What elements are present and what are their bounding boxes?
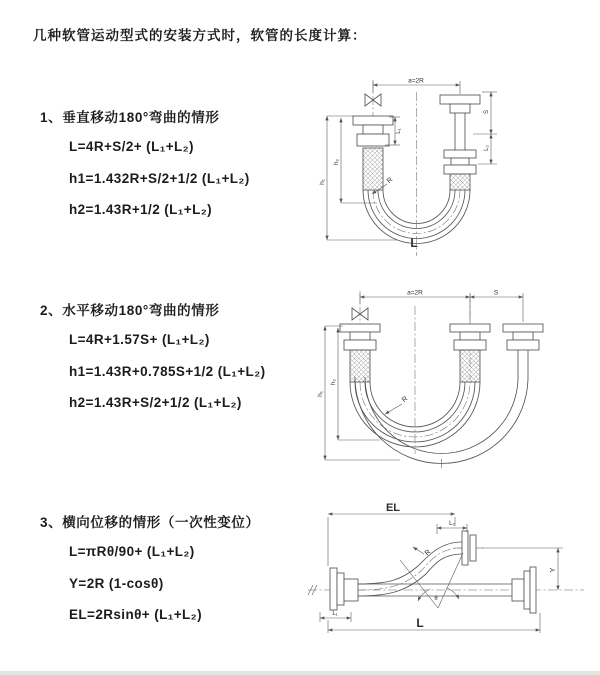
- diagram-horizontal-180-bend: [305, 282, 595, 472]
- page-title: 几种软管运动型式的安装方式时，软管的长度计算：: [33, 28, 367, 43]
- left-flange: [330, 568, 358, 610]
- middle-pipe-fitting: [450, 294, 490, 382]
- diagram-lateral-displacement: [300, 500, 595, 655]
- dim-label-l-total: L: [410, 236, 418, 250]
- dim-label-theta: θ: [434, 596, 438, 602]
- radius-leader: [385, 396, 409, 414]
- dim-label-y: Y: [550, 567, 557, 573]
- dim-label-l2: L₂: [449, 521, 455, 527]
- section-2-heading: 2、水平移动180°弯曲的情形: [40, 303, 220, 318]
- section-3-heading: 3、横向位移的情形（一次性变位）: [40, 515, 260, 530]
- dim-label-h2: h₂: [333, 158, 340, 166]
- formula-line: EL=2Rsinθ+ (L₁+L₂): [69, 607, 202, 622]
- dim-label-l1: L₁: [396, 128, 402, 134]
- page-bottom-edge: [0, 671, 600, 675]
- dim-label-h2: h₂: [330, 378, 337, 386]
- dim-label-l2: L₂: [484, 145, 490, 151]
- section-1-heading: 1、垂直移动180°弯曲的情形: [40, 110, 220, 125]
- dimension-a2r: [373, 78, 460, 95]
- right-flange: [512, 567, 536, 613]
- dim-label-r: R: [385, 176, 395, 186]
- right-pipe-fitting: [440, 95, 480, 190]
- formula-line: h1=1.432R+S/2+1/2 (L₁+L₂): [69, 170, 250, 186]
- dim-label-r: R: [400, 395, 410, 405]
- section-2-formulas: [40, 324, 340, 419]
- formula-line: Y=2R (1-cosθ): [69, 575, 164, 591]
- formula-line: h1=1.43R+0.785S+1/2 (L₁+L₂): [69, 363, 266, 379]
- hose-s-curve-position-b: [358, 542, 462, 596]
- section-1: [40, 106, 340, 226]
- section-2: [40, 299, 340, 419]
- valve-symbol: [365, 80, 381, 116]
- dim-label-r: R: [423, 548, 433, 558]
- diagram-vertical-180-bend: [305, 70, 585, 265]
- dimension-l1: [320, 611, 351, 622]
- formula-line: h2=1.43R+1/2 (L₁+L₂): [69, 202, 213, 217]
- dim-label-l1: L₁: [332, 611, 338, 617]
- dim-label-l-total: L: [416, 616, 424, 630]
- section-1-formulas: [40, 131, 340, 226]
- formula-line: L=4R+1.57S+ (L₁+L₂): [69, 332, 210, 347]
- dim-label-a2r: a=2R: [407, 289, 423, 297]
- angle-construction: [400, 553, 463, 608]
- valve-symbol: [352, 291, 368, 326]
- formula-line: h2=1.43R+S/2+1/2 (L₁+L₂): [69, 395, 242, 410]
- radius-leader: [413, 547, 432, 557]
- formula-line: L=πRθ/90+ (L₁+L₂): [69, 544, 195, 559]
- formula-line: L=4R+S/2+ (L₁+L₂): [69, 139, 194, 154]
- dim-label-el: EL: [385, 502, 401, 514]
- dimension-a2r: [360, 290, 523, 323]
- section-3-formulas: [40, 536, 340, 631]
- dim-label-s: S: [484, 109, 490, 115]
- dim-label-h1: h₁: [319, 179, 326, 185]
- dim-label-h1: h₁: [317, 391, 324, 397]
- left-pipe-fitting: [340, 324, 380, 382]
- right-pipe-fitting-displaced: [503, 324, 543, 377]
- dimension-l: [328, 613, 540, 633]
- dim-label-s: S: [493, 289, 499, 297]
- section-3: [40, 511, 340, 631]
- hose-u-bend-position-b: [355, 377, 528, 464]
- dim-label-a2r: a=2R: [408, 77, 424, 85]
- dimension-s: [470, 290, 523, 298]
